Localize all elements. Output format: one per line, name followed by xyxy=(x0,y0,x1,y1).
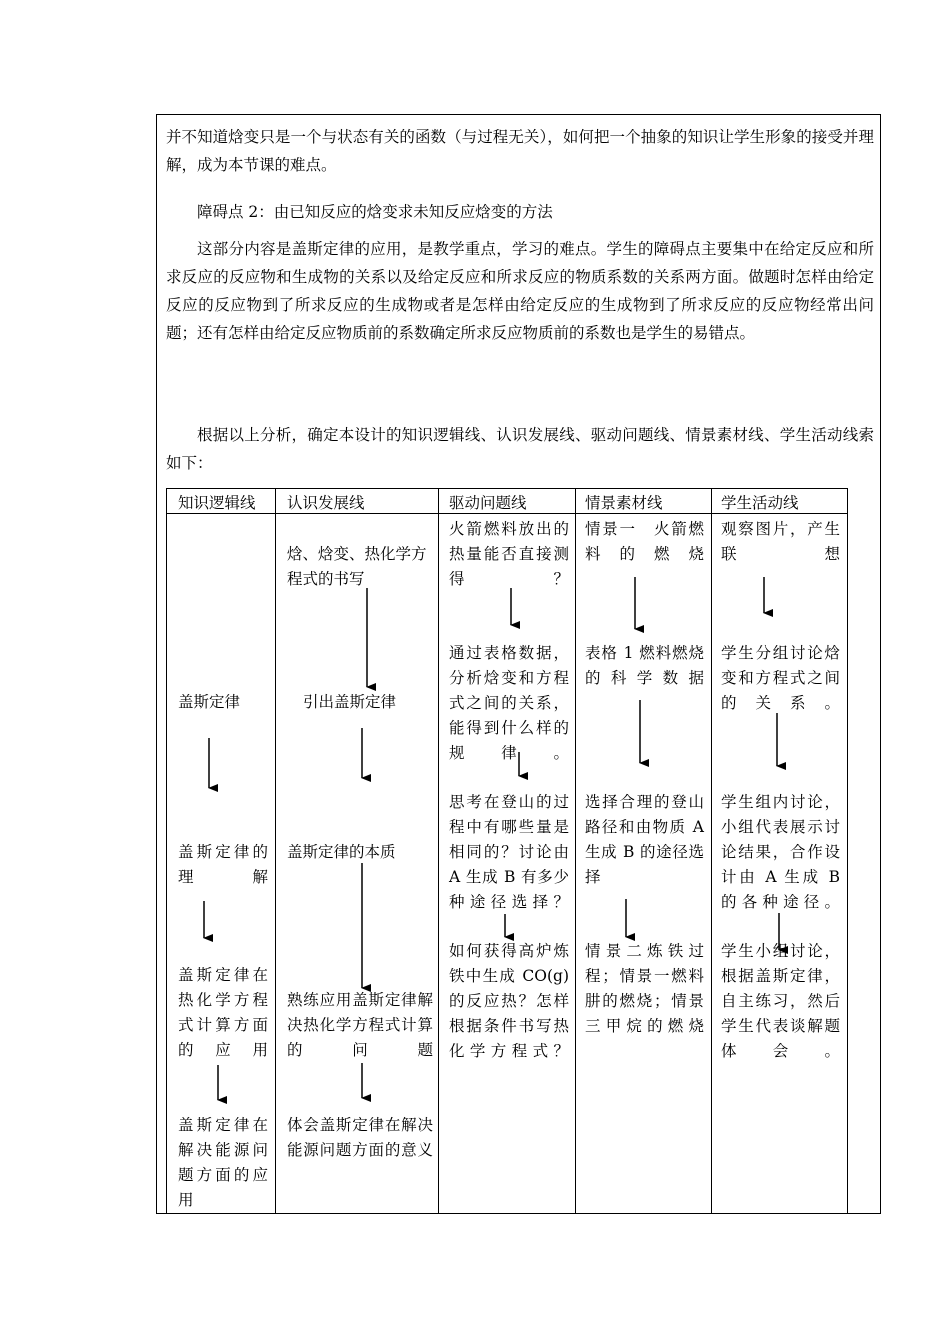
driving-question: 如何获得高炉炼铁中生成 CO(g) 的反应热？怎样根据条件书写热化学方程式？ xyxy=(449,942,569,1060)
cognition-step: 熟练应用盖斯定律解决热化学方程式计算的问题 xyxy=(287,991,433,1059)
scenario-material: 情景二炼铁过程；情景一燃料肼的燃烧；情景三甲烷的燃烧 xyxy=(585,942,704,1035)
column-divider xyxy=(711,488,712,1214)
cognition-step: 体会盖斯定律在解决能源问题方面的意义 xyxy=(287,1116,433,1159)
student-activity: 学生组内讨论，小组代表展示讨论结果，合作设计由 A 生成 B 的各种途径。 xyxy=(721,793,840,911)
scenario-material: 表格 1 燃料燃烧的科学数据 xyxy=(585,644,704,687)
header-student-activities: 学生活动线 xyxy=(721,494,799,512)
knowledge-step: 盖斯定律的理解 xyxy=(178,843,268,886)
column-divider xyxy=(438,488,439,1214)
student-activity: 观察图片，产生联想 xyxy=(721,520,840,563)
cognition-step: 焓、焓变、热化学方程式的书写 xyxy=(287,545,427,588)
header-scenario-materials: 情景素材线 xyxy=(585,494,663,512)
header-driving-questions: 驱动问题线 xyxy=(449,494,527,512)
paragraph-obstacle-2-body: 这部分内容是盖斯定律的应用，是教学重点，学习的难点。学生的障碍点主要集中在给定反应和所求反应的反应物和生成物的关系以及给定反应和所求反应的物质系数的关系两方面。做题时怎样由给定反应的反应物到了所求反应的生成物或者是怎样由给定反应的生成物到了所求反应的反应物经常出问题；还有怎样由给定反应物质前的系数确定所求反应物质前的系数也是学生的易错点。 xyxy=(166,240,874,342)
header-cognition-development: 认识发展线 xyxy=(287,494,365,512)
student-activity: 学生小组讨论，根据盖斯定律，自主练习，然后学生代表谈解题体会。 xyxy=(721,942,840,1060)
column-divider xyxy=(575,488,576,1214)
scenario-material: 情景一 火箭燃料的燃烧 xyxy=(585,520,704,563)
driving-question: 通过表格数据，分析焓变和方程式之间的关系，能得到什么样的规律。 xyxy=(449,644,569,762)
cognition-step: 盖斯定律的本质 xyxy=(287,843,396,861)
paragraph-obstacle-2-title: 障碍点 2：由已知反应的焓变求未知反应焓变的方法 xyxy=(197,203,553,221)
cognition-step: 引出盖斯定律 xyxy=(303,693,397,711)
scenario-material: 选择合理的登山路径和由物质 A 生成 B 的途径选择 xyxy=(585,793,704,886)
header-knowledge-logic: 知识逻辑线 xyxy=(178,494,256,512)
column-divider xyxy=(275,488,276,1214)
knowledge-step: 盖斯定律在热化学方程式计算方面的应用 xyxy=(178,966,268,1059)
driving-question: 思考在登山的过程中有哪些量是相同的？讨论由 A 生成 B 有多少种途径选择？ xyxy=(449,793,569,911)
paragraph-design-intro: 根据以上分析，确定本设计的知识逻辑线、认识发展线、驱动问题线、情景素材线、学生活动线索如下： xyxy=(166,426,874,472)
student-activity: 学生分组讨论焓变和方程式之间的关系。 xyxy=(721,644,840,712)
knowledge-step: 盖斯定律在解决能源问题方面的应用 xyxy=(178,1116,268,1209)
knowledge-step: 盖斯定律 xyxy=(178,693,241,711)
paragraph-difficulty-1: 并不知道焓变只是一个与状态有关的函数（与过程无关），如何把一个抽象的知识让学生形象的接受并理解，成为本节课的难点。 xyxy=(166,128,874,174)
driving-question: 火箭燃料放出的热量能否直接测得？ xyxy=(449,520,569,588)
